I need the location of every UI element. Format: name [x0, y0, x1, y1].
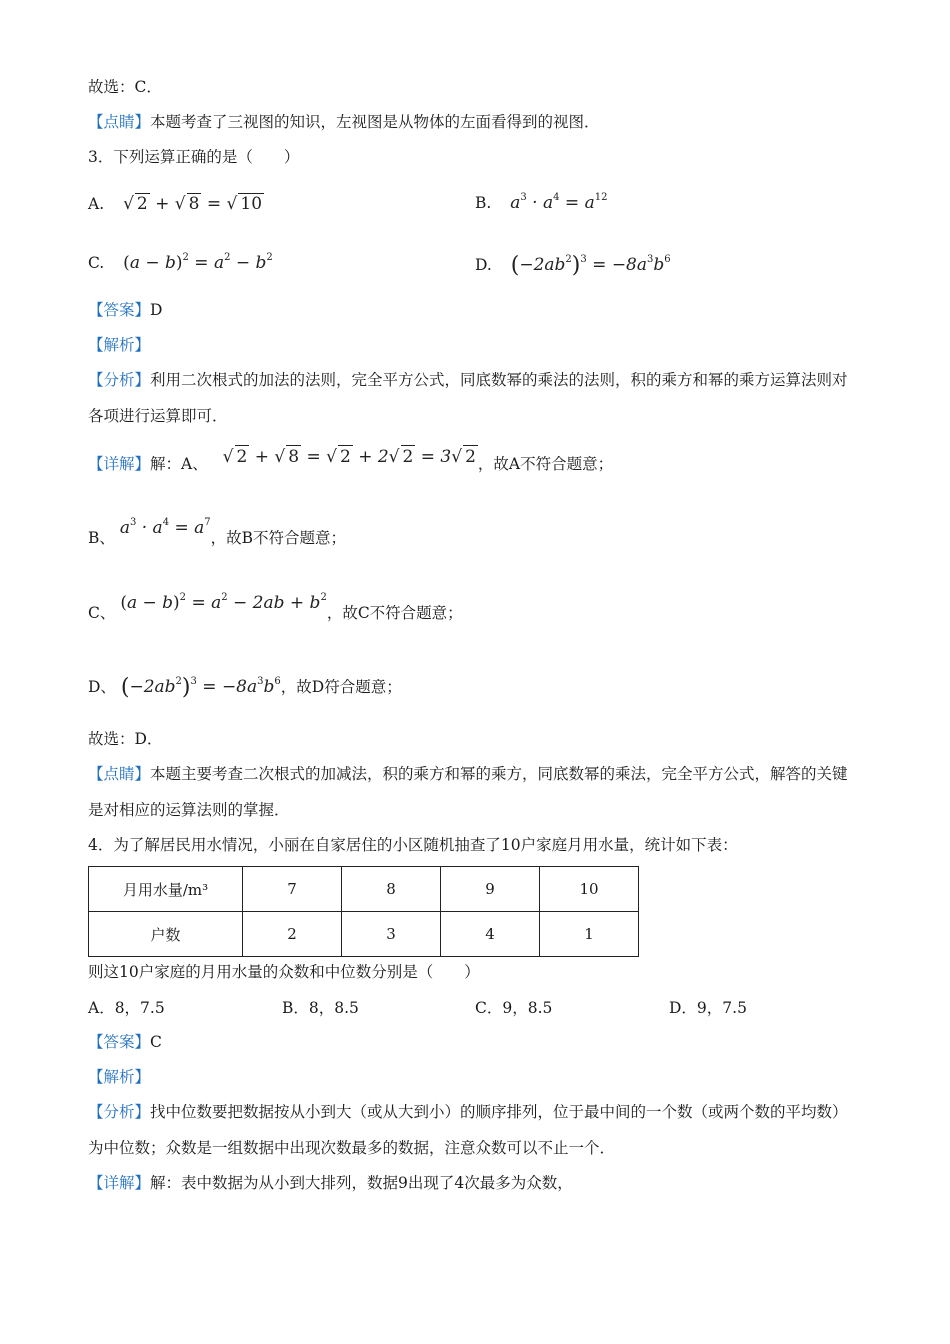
dianjing-line-1	[88, 111, 600, 133]
q3-detail-d: D、 $(-2ab^2)^3 = -8a^3b^6$，故D符合题意；	[88, 675, 402, 700]
q4-fenxi: 【分析】找中位数要把数据按从小到大（或从大到小）的顺序排列，位于最中间的一个数（或两个数的平均数）为中位数；众数是一组数据中出现次数最多的数据，注意众数可以不止一个．	[88, 1103, 848, 1157]
table-cell: 10	[540, 867, 639, 912]
q3-option-a-expr: √ 2 + √ 8 = √ 10	[123, 194, 263, 214]
dianjing-tag: 【点睛】	[88, 113, 151, 131]
q3-detail-b-expr: $a^3 \cdot a^4 = a^7$	[119, 517, 211, 538]
table-header-cell: 月用水量/m³	[89, 867, 243, 912]
water-usage-table	[88, 866, 639, 957]
q4-question: 则这10户家庭的月用水量的众数和中位数分别是（ ）	[88, 963, 480, 981]
q3-option-b: B. $a^3 \cdot a^4 = a^{12}$	[475, 192, 608, 213]
q3-option-d: D. $(-2ab^2)^3 = -8a^3b^6$	[475, 253, 671, 278]
q3-option-c-expr: $(a - b)^2 = a^2 - b^2$	[123, 252, 273, 273]
q3-detail-a: 【详解】解：A、 √ 2 + √ 8 = √ 2 + 2√ 2 = 3√ 2 ，故A不符合题意；	[88, 447, 614, 473]
dianjing-text: 本题考查了三视图的知识，左视图是从物体的左面看得到的视图．	[150, 113, 600, 131]
choose-c-line: 故选：C．	[88, 78, 162, 96]
table-cell: 4	[441, 912, 540, 957]
q3-option-c: C. $(a - b)^2 = a^2 - b^2$	[88, 252, 273, 273]
q4-stem: 4．为了解居民用水情况，小丽在自家居住的小区随机抽查了10户家庭月用水量，统计如下表：	[88, 836, 738, 854]
q3-detail-b: B、 $a^3 \cdot a^4 = a^7$，故B不符合题意；	[88, 517, 347, 547]
q4-jiexi: 【解析】	[88, 1068, 151, 1086]
table-cell: 8	[342, 867, 441, 912]
table-cell: 2	[243, 912, 342, 957]
q3-detail-c: C、 $(a - b)^2 = a^2 - 2ab + b^2$，故C不符合题意；	[88, 592, 463, 622]
q3-option-b-expr: $a^3 \cdot a^4 = a^{12}$	[510, 192, 608, 213]
q3-option-d-expr: $(-2ab^2)^3 = -8a^3b^6$	[510, 253, 671, 278]
table-cell: 7	[243, 867, 342, 912]
q3-dianjing: 【点睛】本题主要考查二次根式的加减法，积的乘方和幂的乘方，同底数幂的乘法，完全平方公式，解答的关键是对相应的运算法则的掌握．	[88, 765, 848, 819]
table-cell: 1	[540, 912, 639, 957]
q3-stem: 3．下列运算正确的是（ ）	[88, 148, 300, 166]
q3-jiexi: 【解析】	[88, 336, 151, 354]
q3-detail-c-expr: $(a - b)^2 = a^2 - 2ab + b^2$	[120, 592, 327, 613]
q3-answer: 【答案】D	[88, 301, 163, 319]
q3-fenxi: 【分析】利用二次根式的加法的法则，完全平方公式，同底数幂的乘法的法则，积的乘方和幂的乘方运算法则对各项进行运算即可．	[88, 371, 848, 425]
q4-option-d: D．9，7.5	[669, 999, 747, 1017]
q4-option-c: C．9，8.5	[475, 999, 553, 1017]
table-row	[89, 912, 639, 957]
q4-option-a: A．8，7.5	[88, 999, 165, 1017]
table-header-cell: 户数	[89, 912, 243, 957]
table-cell: 9	[441, 867, 540, 912]
q3-detail-d-expr: $(-2ab^2)^3 = -8a^3b^6$	[120, 675, 281, 700]
q4-answer: 【答案】C	[88, 1033, 162, 1051]
q3-choose: 故选：D．	[88, 730, 163, 748]
q3-option-a: A. √ 2 + √ 8 = √ 10	[88, 194, 263, 214]
q4-option-b: B．8，8.5	[282, 999, 359, 1017]
q4-xiangjie: 【详解】解：表中数据为从小到大排列，数据9出现了4次最多为众数，	[88, 1174, 573, 1192]
table-cell: 3	[342, 912, 441, 957]
table-row	[89, 867, 639, 912]
q3-detail-a-expr: √ 2 + √ 8 = √ 2 + 2√ 2 = 3√ 2	[222, 447, 476, 467]
